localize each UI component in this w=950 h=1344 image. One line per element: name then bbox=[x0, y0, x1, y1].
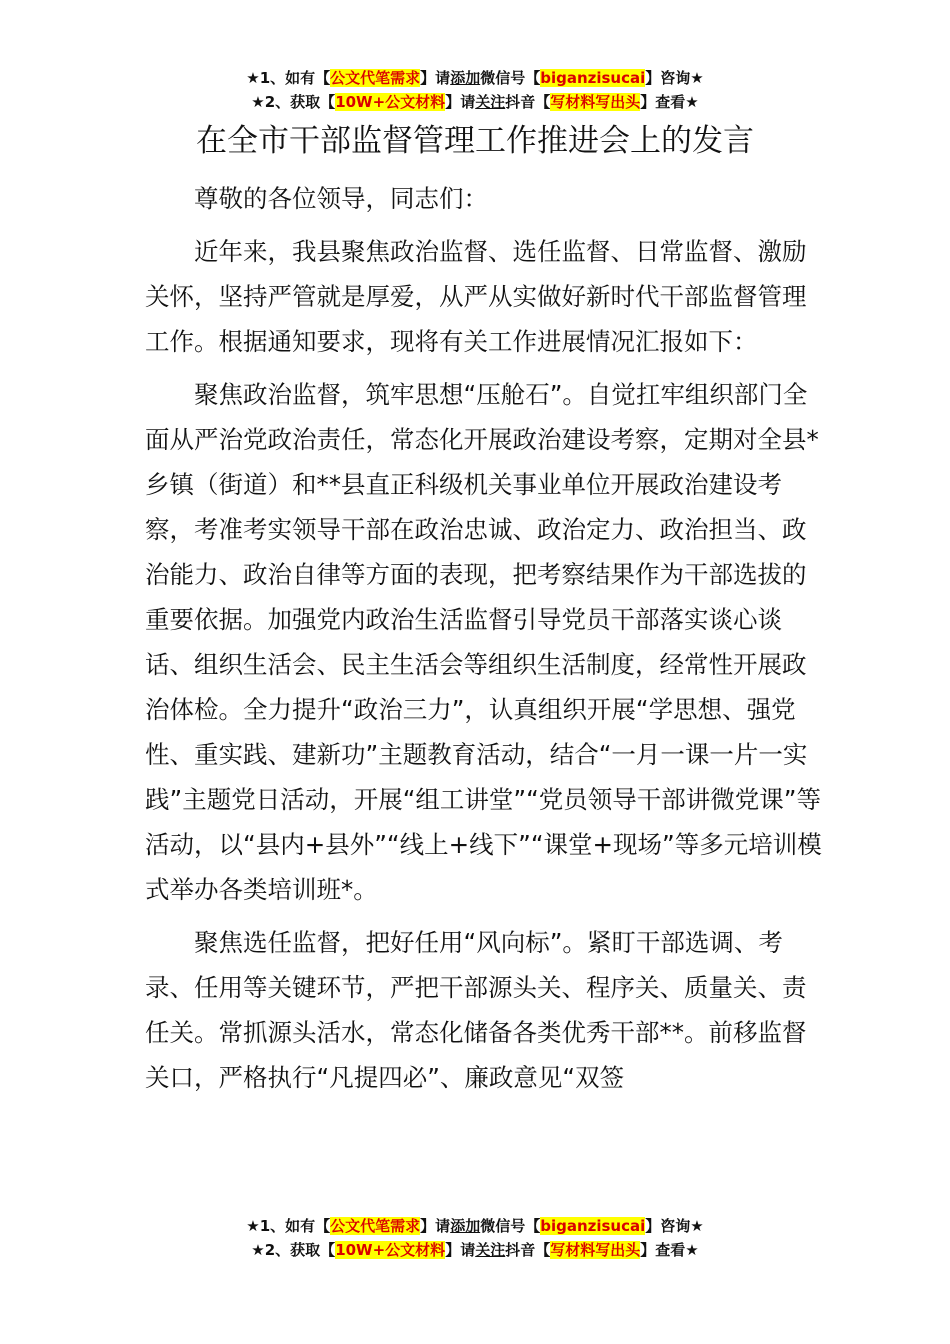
banner-text: ★2、获取【 bbox=[251, 93, 336, 111]
banner-line-1 bbox=[0, 1214, 950, 1238]
paragraph-political-supervision: 聚焦政治监督，筑牢思想“压舱石”。自觉扛牢组织部门全面从严治党政治责任，常态化开展政治建设考察，定期对全县*乡镇（街道）和**县直正科级机关事业单位开展政治建设考察，考准考实领导干部在政治忠诚、政治定力、政治担当、政治能力、政治自律等方面的表现，把考察结果作为干部选拔的重要依据。加强党内政治生活监督引导党员干部落实谈心谈话、组织生活会、民主生活会等组织生活制度，经常性开展政治体检。全力提升“政治三力”，认真组织开展“学思想、强党性、重实践、建新功”主题教育活动，结合“一月一课一片一实践”主题党日活动，开展“组工讲堂”“党员领导干部讲微党课”等活动，以“县内+县外”“线上+线下”“课堂+现场”等多元培训模式举办各类培训班*。 bbox=[145, 380, 822, 904]
banner-underline: 关注 bbox=[475, 1241, 506, 1259]
banner-text: 】咨询★ bbox=[645, 69, 704, 87]
banner-text: 微信号【 bbox=[480, 1217, 541, 1235]
banner-line-2 bbox=[0, 1238, 950, 1262]
banner-underline: 添加 bbox=[450, 1217, 481, 1235]
banner-text: 】咨询★ bbox=[645, 1217, 704, 1235]
banner-highlight: 10W+公文材料 bbox=[335, 1241, 446, 1259]
banner-underline: 添加 bbox=[450, 69, 481, 87]
banner-highlight: biganzisucai bbox=[540, 69, 646, 87]
paragraph-selection-supervision: 聚焦选任监督，把好任用“风向标”。紧盯干部选调、考录、任用等关键环节，严把干部源头关、程序关、质量关、责任关。常抓源头活水，常态化储备各类优秀干部**。前移监督关口，严格执行“凡提四必”、廉政意见“双签 bbox=[145, 928, 807, 1092]
banner-text: 】请 bbox=[420, 69, 451, 87]
banner-underline: 关注 bbox=[475, 93, 506, 111]
banner-highlight: 10W+公文材料 bbox=[335, 93, 446, 111]
document-body bbox=[145, 176, 825, 1100]
banner-text: 】查看★ bbox=[640, 93, 699, 111]
document-title: 在全市干部监督管理工作推进会上的发言 bbox=[196, 123, 754, 159]
banner-text: 】查看★ bbox=[640, 1241, 699, 1259]
banner-text: 抖音【 bbox=[505, 1241, 551, 1259]
banner-line-2 bbox=[0, 90, 950, 114]
banner-highlight: 写材料写出头 bbox=[550, 1241, 641, 1259]
banner-text: ★1、如有【 bbox=[246, 1217, 331, 1235]
banner-line-1 bbox=[0, 66, 950, 90]
banner-text: 】请 bbox=[445, 93, 476, 111]
top-banner bbox=[0, 66, 950, 114]
banner-text: ★1、如有【 bbox=[246, 69, 331, 87]
banner-highlight: biganzisucai bbox=[540, 1217, 646, 1235]
banner-text: ★2、获取【 bbox=[251, 1241, 336, 1259]
banner-highlight: 公文代笔需求 bbox=[330, 69, 421, 87]
banner-text: 】请 bbox=[445, 1241, 476, 1259]
banner-highlight: 公文代笔需求 bbox=[330, 1217, 421, 1235]
bottom-banner bbox=[0, 1214, 950, 1262]
banner-text: 】请 bbox=[420, 1217, 451, 1235]
banner-text: 微信号【 bbox=[480, 69, 541, 87]
banner-highlight: 写材料写出头 bbox=[550, 93, 641, 111]
banner-text: 抖音【 bbox=[505, 93, 551, 111]
greeting: 尊敬的各位领导，同志们： bbox=[194, 184, 488, 213]
intro-paragraph: 近年来，我县聚焦政治监督、选任监督、日常监督、激励关怀，坚持严管就是厚爱，从严从实做好新时代干部监督管理工作。根据通知要求，现将有关工作进展情况汇报如下： bbox=[145, 237, 807, 356]
